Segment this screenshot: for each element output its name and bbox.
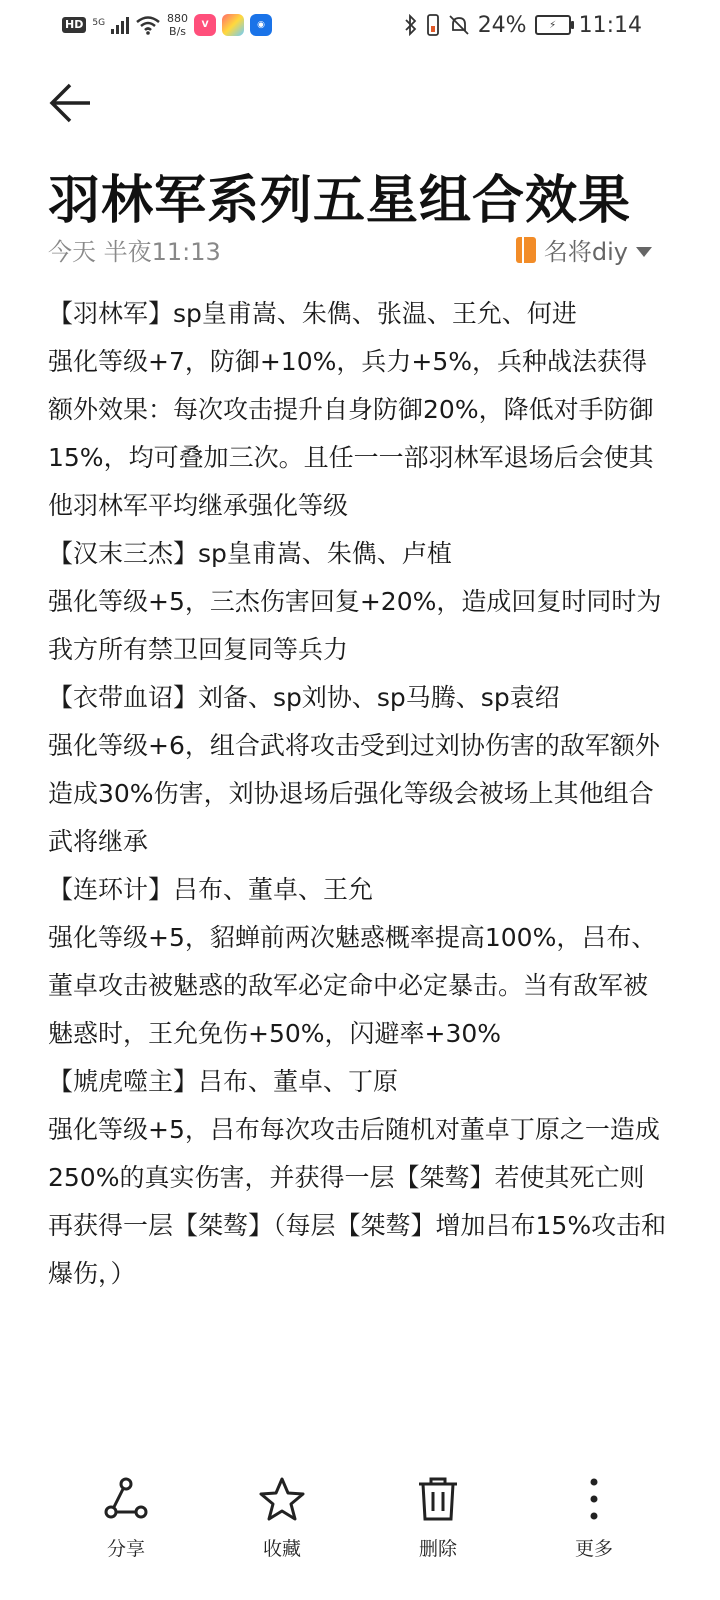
network-speed	[167, 12, 188, 38]
delete-button[interactable]	[388, 1470, 488, 1580]
more-vertical-icon	[571, 1476, 617, 1522]
speed-value: 880	[167, 12, 189, 25]
app-notification-icon: V	[194, 14, 216, 36]
signal-icon	[111, 16, 129, 34]
note-line: 强化等级+5，貂蝉前两次魅惑概率提高100%，吕布、董卓攻击被魅惑的敌军必定命中必定暴击。当有敌军被魅惑时，王允免伤+50%，闪避率+30%	[48, 923, 657, 1048]
app-notification-icon	[222, 14, 244, 36]
trash-icon	[415, 1476, 461, 1522]
note-line: 强化等级+5，三杰伤害回复+20%，造成回复时同时为我方所有禁卫回复同等兵力	[48, 587, 662, 664]
battery-icon: ⚡	[535, 15, 571, 35]
delete-label: 删除	[418, 1538, 457, 1560]
battery-percent: 24%	[477, 12, 527, 38]
bluetooth-icon	[404, 14, 418, 36]
folder-selector[interactable]	[516, 232, 652, 267]
network-type: 5G	[92, 18, 106, 28]
note-line: 强化等级+5，吕布每次攻击后随机对董卓丁原之一造成250%的真实伤害，并获得一层【桀骜】若使其死亡则再获得一层【桀骜】（每层【桀骜】增加吕布15%攻击和爆伤，）	[48, 1115, 667, 1288]
note-line: 【虓虎噬主】吕布、董卓、丁原	[48, 1067, 399, 1096]
share-button[interactable]	[76, 1470, 176, 1580]
favorite-label: 收藏	[262, 1538, 301, 1560]
vibrate-icon	[426, 14, 440, 36]
wifi-icon	[135, 15, 161, 35]
more-label: 更多	[574, 1538, 613, 1560]
bottom-action-bar	[0, 1470, 720, 1580]
speed-unit: B/s	[169, 25, 187, 38]
note-title: 羽林军系列五星组合效果	[48, 171, 632, 231]
mute-icon	[448, 14, 470, 36]
note-line: 强化等级+6，组合武将攻击受到过刘协伤害的敌军额外造成30%伤害，刘协退场后强化等级会被场上其他组合武将继承	[48, 731, 660, 856]
note-line: 【汉末三杰】sp皇甫嵩、朱儁、卢植	[48, 539, 452, 568]
folder-name: 名将diy	[543, 238, 628, 266]
status-bar	[0, 0, 720, 50]
note-line: 强化等级+7，防御+10%，兵力+5%，兵种战法获得额外效果：每次攻击提升自身防御20%，降低对手防御15%，均可叠加三次。且任一一部羽林军退场后会使其他羽林军平均继承强化等级	[48, 347, 654, 520]
note-line: 【连环计】吕布、董卓、王允	[48, 875, 374, 904]
note-line: 【羽林军】sp皇甫嵩、朱儁、张温、王允、何进	[48, 299, 577, 328]
dropdown-arrow-icon	[636, 247, 652, 257]
note-line: 【衣带血诏】刘备、sp刘协、sp马腾、sp袁绍	[48, 683, 560, 712]
star-icon	[259, 1476, 305, 1522]
back-arrow-icon[interactable]	[48, 80, 94, 126]
note-body[interactable]	[48, 290, 668, 1298]
hd-indicator: HD	[62, 17, 86, 33]
share-icon	[103, 1476, 149, 1522]
note-timestamp: 今天 半夜11:13	[48, 238, 221, 266]
app-notification-icon: ◉	[250, 14, 272, 36]
folder-icon	[516, 237, 536, 263]
clock: 11:14	[578, 12, 642, 38]
favorite-button[interactable]	[232, 1470, 332, 1580]
share-label: 分享	[106, 1538, 145, 1560]
more-button[interactable]	[544, 1470, 644, 1580]
